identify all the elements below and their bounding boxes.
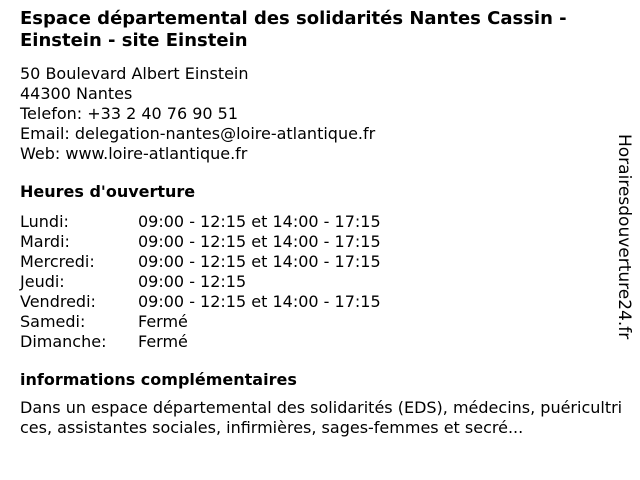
page-title: Espace départemental des solidarités Nantes Cassin -Einstein - site Einstein	[20, 8, 567, 51]
street-address: 50 Boulevard Albert Einstein	[20, 64, 249, 83]
place-detail	[20, 8, 623, 438]
day-hours: 09:00 - 12:15 et 14:00 - 17:15	[138, 232, 381, 251]
day-label: Vendredi:	[20, 292, 96, 311]
hours-row	[20, 232, 620, 252]
day-label: Jeudi:	[20, 272, 65, 291]
day-label: Samedi:	[20, 312, 86, 331]
hours-row	[20, 252, 620, 272]
day-hours: 09:00 - 12:15	[138, 272, 247, 291]
hours-row	[20, 332, 620, 352]
hours-row	[20, 272, 620, 292]
hours-heading: Heures d'ouverture	[20, 182, 196, 201]
hours-row	[20, 212, 620, 232]
hours-row	[20, 292, 620, 312]
address-block	[20, 64, 620, 164]
day-hours: 09:00 - 12:15 et 14:00 - 17:15	[138, 292, 381, 311]
info-heading: informations complémentaires	[20, 370, 297, 389]
hours-table	[20, 212, 620, 352]
day-hours: 09:00 - 12:15 et 14:00 - 17:15	[138, 252, 381, 271]
day-label: Mardi:	[20, 232, 70, 251]
site-watermark: Horairesdouverture24.fr	[614, 134, 634, 340]
day-label: Dimanche:	[20, 332, 107, 351]
info-text: Dans un espace départemental des solidarités (EDS), médecins, puéricultrices, assistantes sociales, infirmières, sages-femmes et secré...	[20, 398, 623, 437]
email: Email: delegation-nantes@loire-atlantique.fr	[20, 124, 376, 143]
day-hours: Fermé	[138, 312, 188, 331]
phone: Telefon: +33 2 40 76 90 51	[20, 104, 239, 123]
day-label: Lundi:	[20, 212, 69, 231]
day-hours: Fermé	[138, 332, 188, 351]
day-hours: 09:00 - 12:15 et 14:00 - 17:15	[138, 212, 381, 231]
city: 44300 Nantes	[20, 84, 133, 103]
website: Web: www.loire-atlantique.fr	[20, 144, 248, 163]
hours-row	[20, 312, 620, 332]
day-label: Mercredi:	[20, 252, 95, 271]
